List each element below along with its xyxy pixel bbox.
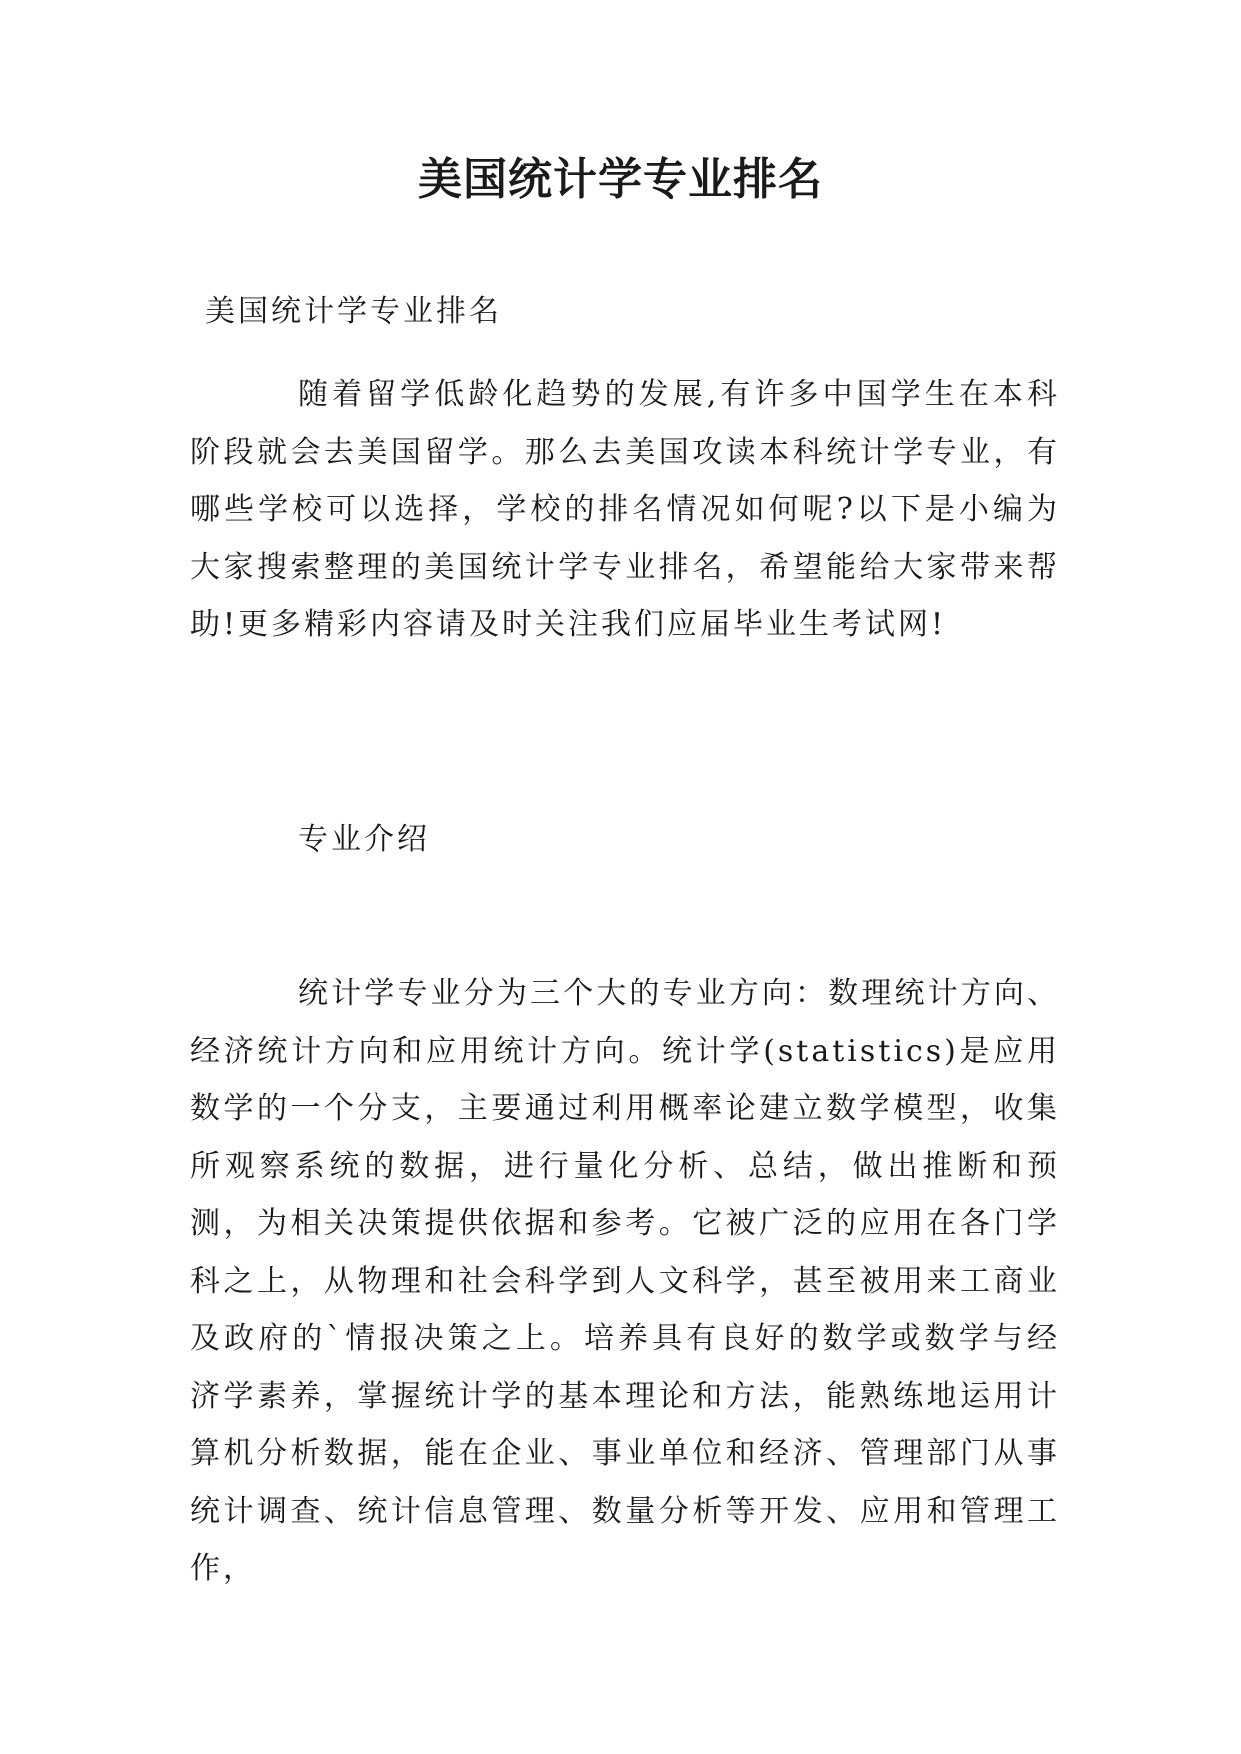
document-subtitle: 美国统计学专业排名 (205, 294, 502, 329)
section-paragraph: 统计学专业分为三个大的专业方向：数理统计方向、经济统计方向和应用统计方向。统计学(statistics)是应用数学的一个分支，主要通过利用概率论建立数学模型，收集所观察系统的数据，进行量化分析、总结，做出推断和预测，为相关决策提供依据和参考。它被广泛的应用在各门学科之上，从物理和社会科学到人文科学，甚至被用来工商业及政府的`情报决策之上。培养具有良好的数学或数学与经济学素养，掌握统计学的基本理论和方法，能熟练地运用计算机分析数据，能在企业、事业单位和经济、管理部门从事统计调查、统计信息管理、数量分析等开发、应用和管理工作， (190, 976, 1060, 1586)
document-title: 美国统计学专业排名 (418, 154, 823, 205)
section-heading: 专业介绍 (298, 822, 430, 857)
intro-paragraph: 随着留学低龄化趋势的发展,有许多中国学生在本科阶段就会去美国留学。那么去美国攻读本科统计学专业，有哪些学校可以选择，学校的排名情况如何呢?以下是小编为大家搜索整理的美国统计学专业排名，希望能给大家带来帮助!更多精彩内容请及时关注我们应届毕业生考试网! (190, 377, 1060, 642)
